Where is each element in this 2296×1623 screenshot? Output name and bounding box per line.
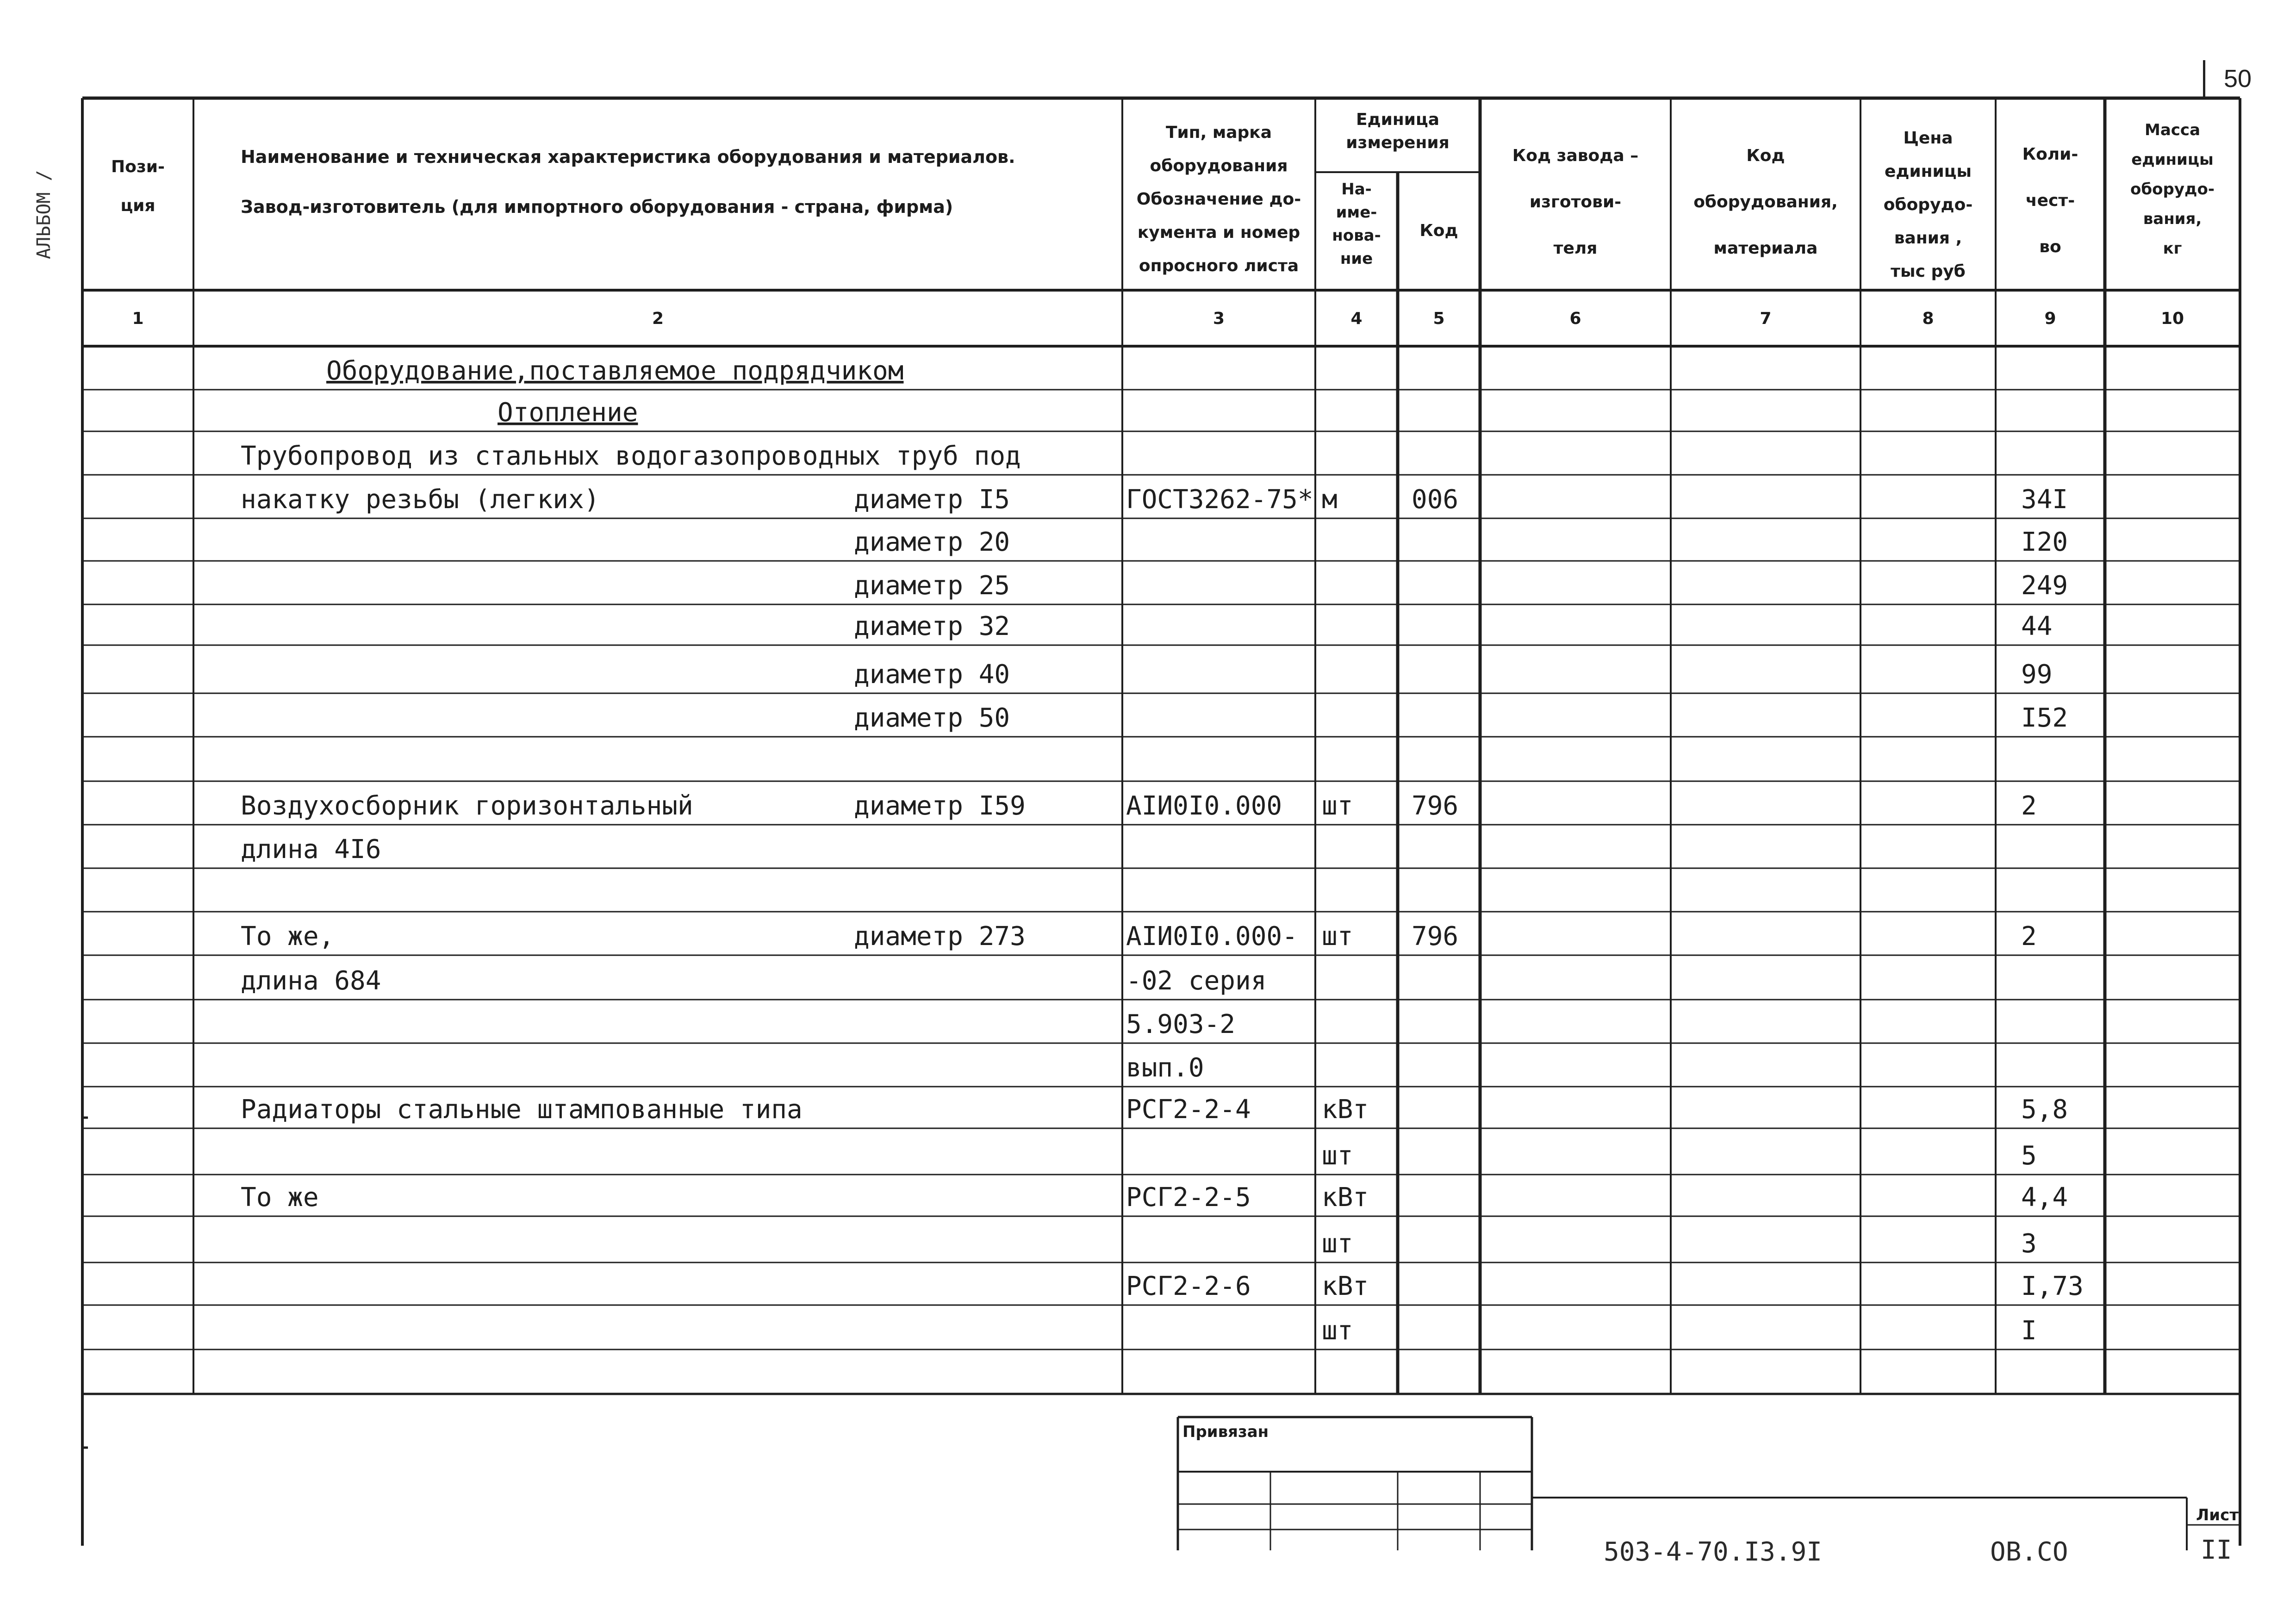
col7-line: оборудования, xyxy=(1693,193,1838,211)
col1-line: ция xyxy=(120,196,156,215)
column-number: 5 xyxy=(1433,309,1445,328)
item-type: РСГ2-2-4 xyxy=(1126,1094,1251,1125)
col10-line: Масса xyxy=(2144,121,2201,139)
item-unit: шт xyxy=(1322,921,1353,951)
item-diameter: диаметр 50 xyxy=(854,703,1010,733)
item-type: вып.0 xyxy=(1126,1053,1204,1083)
item-unit-code: 796 xyxy=(1412,791,1459,821)
item-quantity: I,73 xyxy=(2021,1271,2084,1301)
document-code: 503-4-70.I3.9I xyxy=(1604,1537,1823,1567)
col10-line: вания, xyxy=(2143,210,2202,228)
document-suffix: ОВ.СО xyxy=(1990,1537,2068,1567)
col10-line: единицы xyxy=(2131,150,2214,169)
column-number: 2 xyxy=(652,309,664,328)
item-quantity: 2 xyxy=(2021,921,2037,951)
item-unit: шт xyxy=(1322,1316,1353,1346)
item-quantity: I xyxy=(2021,1316,2037,1346)
column-number: 7 xyxy=(1760,309,1772,328)
col9-line: Коли- xyxy=(2022,145,2078,164)
column-number: 9 xyxy=(2044,309,2056,328)
item-name: длина 684 xyxy=(241,966,381,996)
item-name: То же xyxy=(241,1182,319,1213)
col6-line: изготови- xyxy=(1529,193,1622,211)
col8-line: единицы xyxy=(1884,162,1972,181)
item-quantity: I52 xyxy=(2021,703,2068,733)
item-quantity: 2 xyxy=(2021,791,2037,821)
item-type: АIИ0I0.000 xyxy=(1126,791,1282,821)
item-name: Радиаторы стальные штампованные типа xyxy=(241,1094,803,1125)
header-col2-line: Завод-изготовитель (для импортного оборудования - страна, фирма) xyxy=(241,197,953,217)
header-col2-line: Наименование и техническая характеристика оборудования и материалов. xyxy=(241,147,1015,167)
col8-line: вания , xyxy=(1894,229,1962,248)
item-unit: шт xyxy=(1322,1229,1353,1259)
item-diameter: диаметр 32 xyxy=(854,611,1010,641)
item-quantity: I20 xyxy=(2021,527,2068,557)
col5-line: Код xyxy=(1419,221,1458,240)
item-unit: шт xyxy=(1322,791,1353,821)
col3-line: Обозначение до- xyxy=(1136,190,1301,209)
item-unit-code: 796 xyxy=(1412,921,1459,951)
item-type: РСГ2-2-5 xyxy=(1126,1182,1251,1213)
item-quantity: 44 xyxy=(2021,611,2053,641)
col7-line: материала xyxy=(1713,239,1818,258)
item-type: 5.903-2 xyxy=(1126,1009,1236,1039)
item-unit: кВт xyxy=(1322,1271,1369,1301)
sheet-number: II xyxy=(2201,1535,2232,1565)
column-number: 8 xyxy=(1922,309,1934,328)
item-unit: кВт xyxy=(1322,1094,1369,1125)
column-number: 10 xyxy=(2160,309,2184,328)
item-name: длина 4I6 xyxy=(241,834,381,864)
col6-line: Код завода – xyxy=(1512,146,1639,165)
item-name: Воздухосборник горизонтальный xyxy=(241,791,693,821)
col3-line: Тип, марка xyxy=(1165,123,1272,142)
sheet-label: Лист xyxy=(2196,1506,2239,1524)
col8-line: Цена xyxy=(1903,129,1953,148)
album-label: АЛЬБОМ / xyxy=(33,170,55,259)
col3-line: кумента и номер xyxy=(1137,223,1300,242)
item-diameter: диаметр 20 xyxy=(854,527,1010,557)
item-unit: шт xyxy=(1322,1141,1353,1171)
col4-line: На- xyxy=(1341,180,1372,199)
col9-line: чест- xyxy=(2025,191,2075,210)
page-number: 50 xyxy=(2203,60,2293,97)
col1-line: Пози- xyxy=(111,157,165,176)
col10-line: кг xyxy=(2163,239,2182,258)
stamp-privyazan-label: Привязан xyxy=(1182,1423,1269,1441)
item-unit: кВт xyxy=(1322,1182,1369,1213)
col7-line: Код xyxy=(1746,146,1785,165)
column-number: 4 xyxy=(1350,309,1363,328)
item-quantity: 4,4 xyxy=(2021,1182,2068,1213)
item-quantity: 34I xyxy=(2021,485,2068,515)
item-quantity: 249 xyxy=(2021,571,2068,601)
col4-line: ние xyxy=(1340,249,1373,268)
item-name: Отопление xyxy=(498,398,638,428)
item-type: -02 серия xyxy=(1126,966,1267,996)
item-unit: м xyxy=(1322,485,1338,515)
item-diameter: диаметр I5 xyxy=(854,485,1010,515)
item-name: Оборудование,поставляемое подрядчиком xyxy=(326,356,904,386)
column-number: 3 xyxy=(1213,309,1225,328)
item-diameter: диаметр I59 xyxy=(854,791,1026,821)
item-name: Трубопровод из стальных водогазопроводных труб под xyxy=(241,441,1021,471)
item-quantity: 99 xyxy=(2021,659,2053,690)
col10-line: оборудо- xyxy=(2130,180,2215,199)
item-name: накатку резьбы (легких) xyxy=(241,485,600,515)
col8-line: оборудо- xyxy=(1883,195,1973,214)
column-number: 6 xyxy=(1569,309,1581,328)
item-type: ГОСТ3262-75* xyxy=(1126,485,1313,515)
item-unit-code: 006 xyxy=(1412,485,1459,515)
item-diameter: диаметр 273 xyxy=(854,921,1026,951)
unit_group-line: Единица xyxy=(1356,110,1439,129)
item-type: РСГ2-2-6 xyxy=(1126,1271,1251,1301)
item-quantity: 5 xyxy=(2021,1141,2037,1171)
unit_group-line: измерения xyxy=(1346,133,1450,152)
col8-line: тыс руб xyxy=(1891,262,1966,281)
col9-line: во xyxy=(2039,237,2061,256)
item-type: АIИ0I0.000- xyxy=(1126,921,1298,951)
col4-line: нова- xyxy=(1332,226,1381,245)
item-diameter: диаметр 40 xyxy=(854,659,1010,690)
col3-line: опросного листа xyxy=(1139,256,1299,275)
col6-line: теля xyxy=(1553,239,1598,258)
column-number: 1 xyxy=(132,309,144,328)
item-name: То же, xyxy=(241,921,335,951)
col4-line: име- xyxy=(1336,203,1377,222)
item-diameter: диаметр 25 xyxy=(854,571,1010,601)
item-quantity: 5,8 xyxy=(2021,1094,2068,1125)
item-quantity: 3 xyxy=(2021,1229,2037,1259)
col3-line: оборудования xyxy=(1150,156,1288,175)
